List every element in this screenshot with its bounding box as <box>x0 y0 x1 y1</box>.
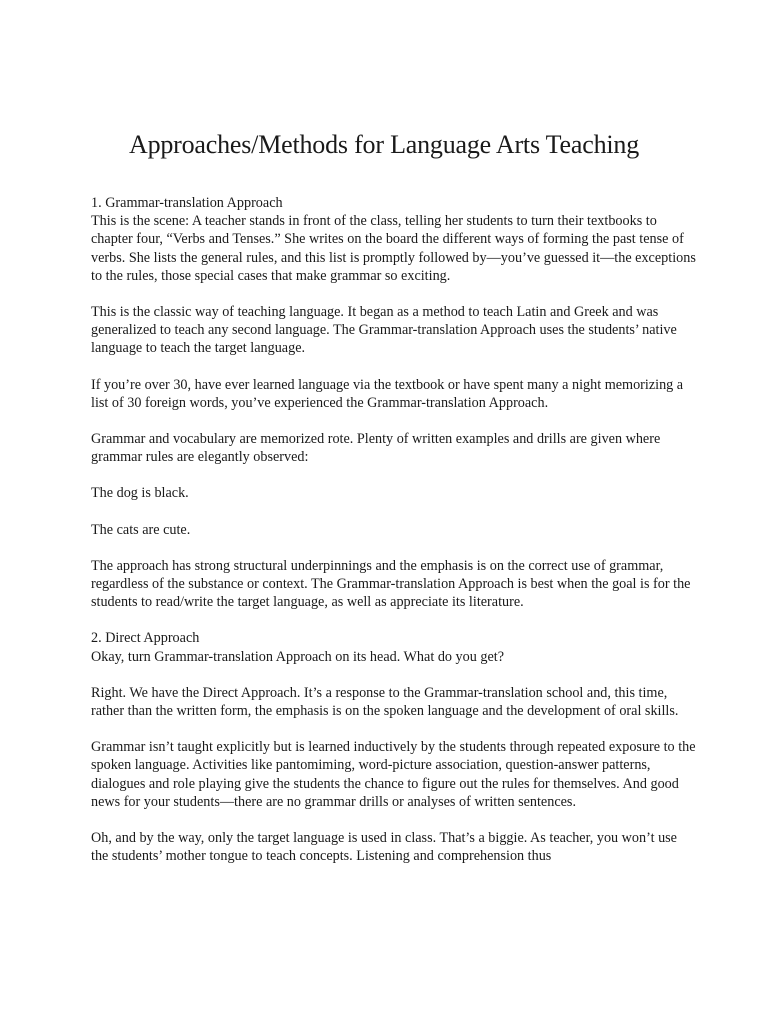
section-heading-grammar-translation: 1. Grammar-translation Approach <box>91 195 283 211</box>
paragraph: Grammar isn’t taught explicitly but is learned inductively by the students through repeated exposure to the spoken language. Activities like pantomiming, word-picture association, question-answer patterns, dialogues and role playing give the students the chance to figure out the rules for themselves. And good news for your students—there are no grammar drills or analyses of written sentences. <box>91 739 696 810</box>
paragraph: The approach has strong structural underpinnings and the emphasis is on the correct use of grammar, regardless of the substance or context. The Grammar-translation Approach is best when the goal is for the students to read/write the target language, as well as appreciate its literature. <box>91 557 691 611</box>
paragraph: This is the classic way of teaching language. It began as a method to teach Latin and Greek and was generalized to teach any second language. The Grammar-translation Approach uses the students’ native language to teach the target language. <box>91 304 677 357</box>
section-1-intro <box>91 194 696 285</box>
section-heading-direct-approach: 2. Direct Approach <box>91 630 200 647</box>
paragraph: If you’re over 30, have ever learned language via the textbook or have spent many a night memorizing a list of 30 foreign words, you’ve experienced the Grammar-translation Approach. <box>91 376 684 411</box>
paragraph: This is the scene: A teacher stands in front of the class, telling her students to turn their textbooks to chapter four, “Verbs and Tenses.” She writes on the board the different ways of forming the past tense of verbs. She lists the general rules, and this list is promptly followed by—you’ve guessed it—the exceptions to the rules, those special cases that make grammar so exciting. <box>91 213 696 284</box>
example-sentence: The dog is black. <box>91 485 189 502</box>
paragraph: Right. We have the Direct Approach. It’s a response to the Grammar-translation school and, this time, rather than the written form, the emphasis is on the spoken language and the development of oral skills. <box>91 684 679 720</box>
example-sentence: The cats are cute. <box>91 521 191 538</box>
document-body <box>91 194 696 883</box>
section-2-intro <box>91 629 696 665</box>
paragraph: Okay, turn Grammar-translation Approach on its head. What do you get? <box>91 648 505 665</box>
paragraph: Grammar and vocabulary are memorized rote. Plenty of written examples and drills are given where grammar rules are elegantly observed: <box>91 431 661 466</box>
page-title: Approaches/Methods for Language Arts Teaching <box>129 130 639 159</box>
paragraph: Oh, and by the way, only the target language is used in class. That’s a biggie. As teacher, you won’t use the students’ mother tongue to teach concepts. Listening and comprehension thus <box>91 830 677 865</box>
